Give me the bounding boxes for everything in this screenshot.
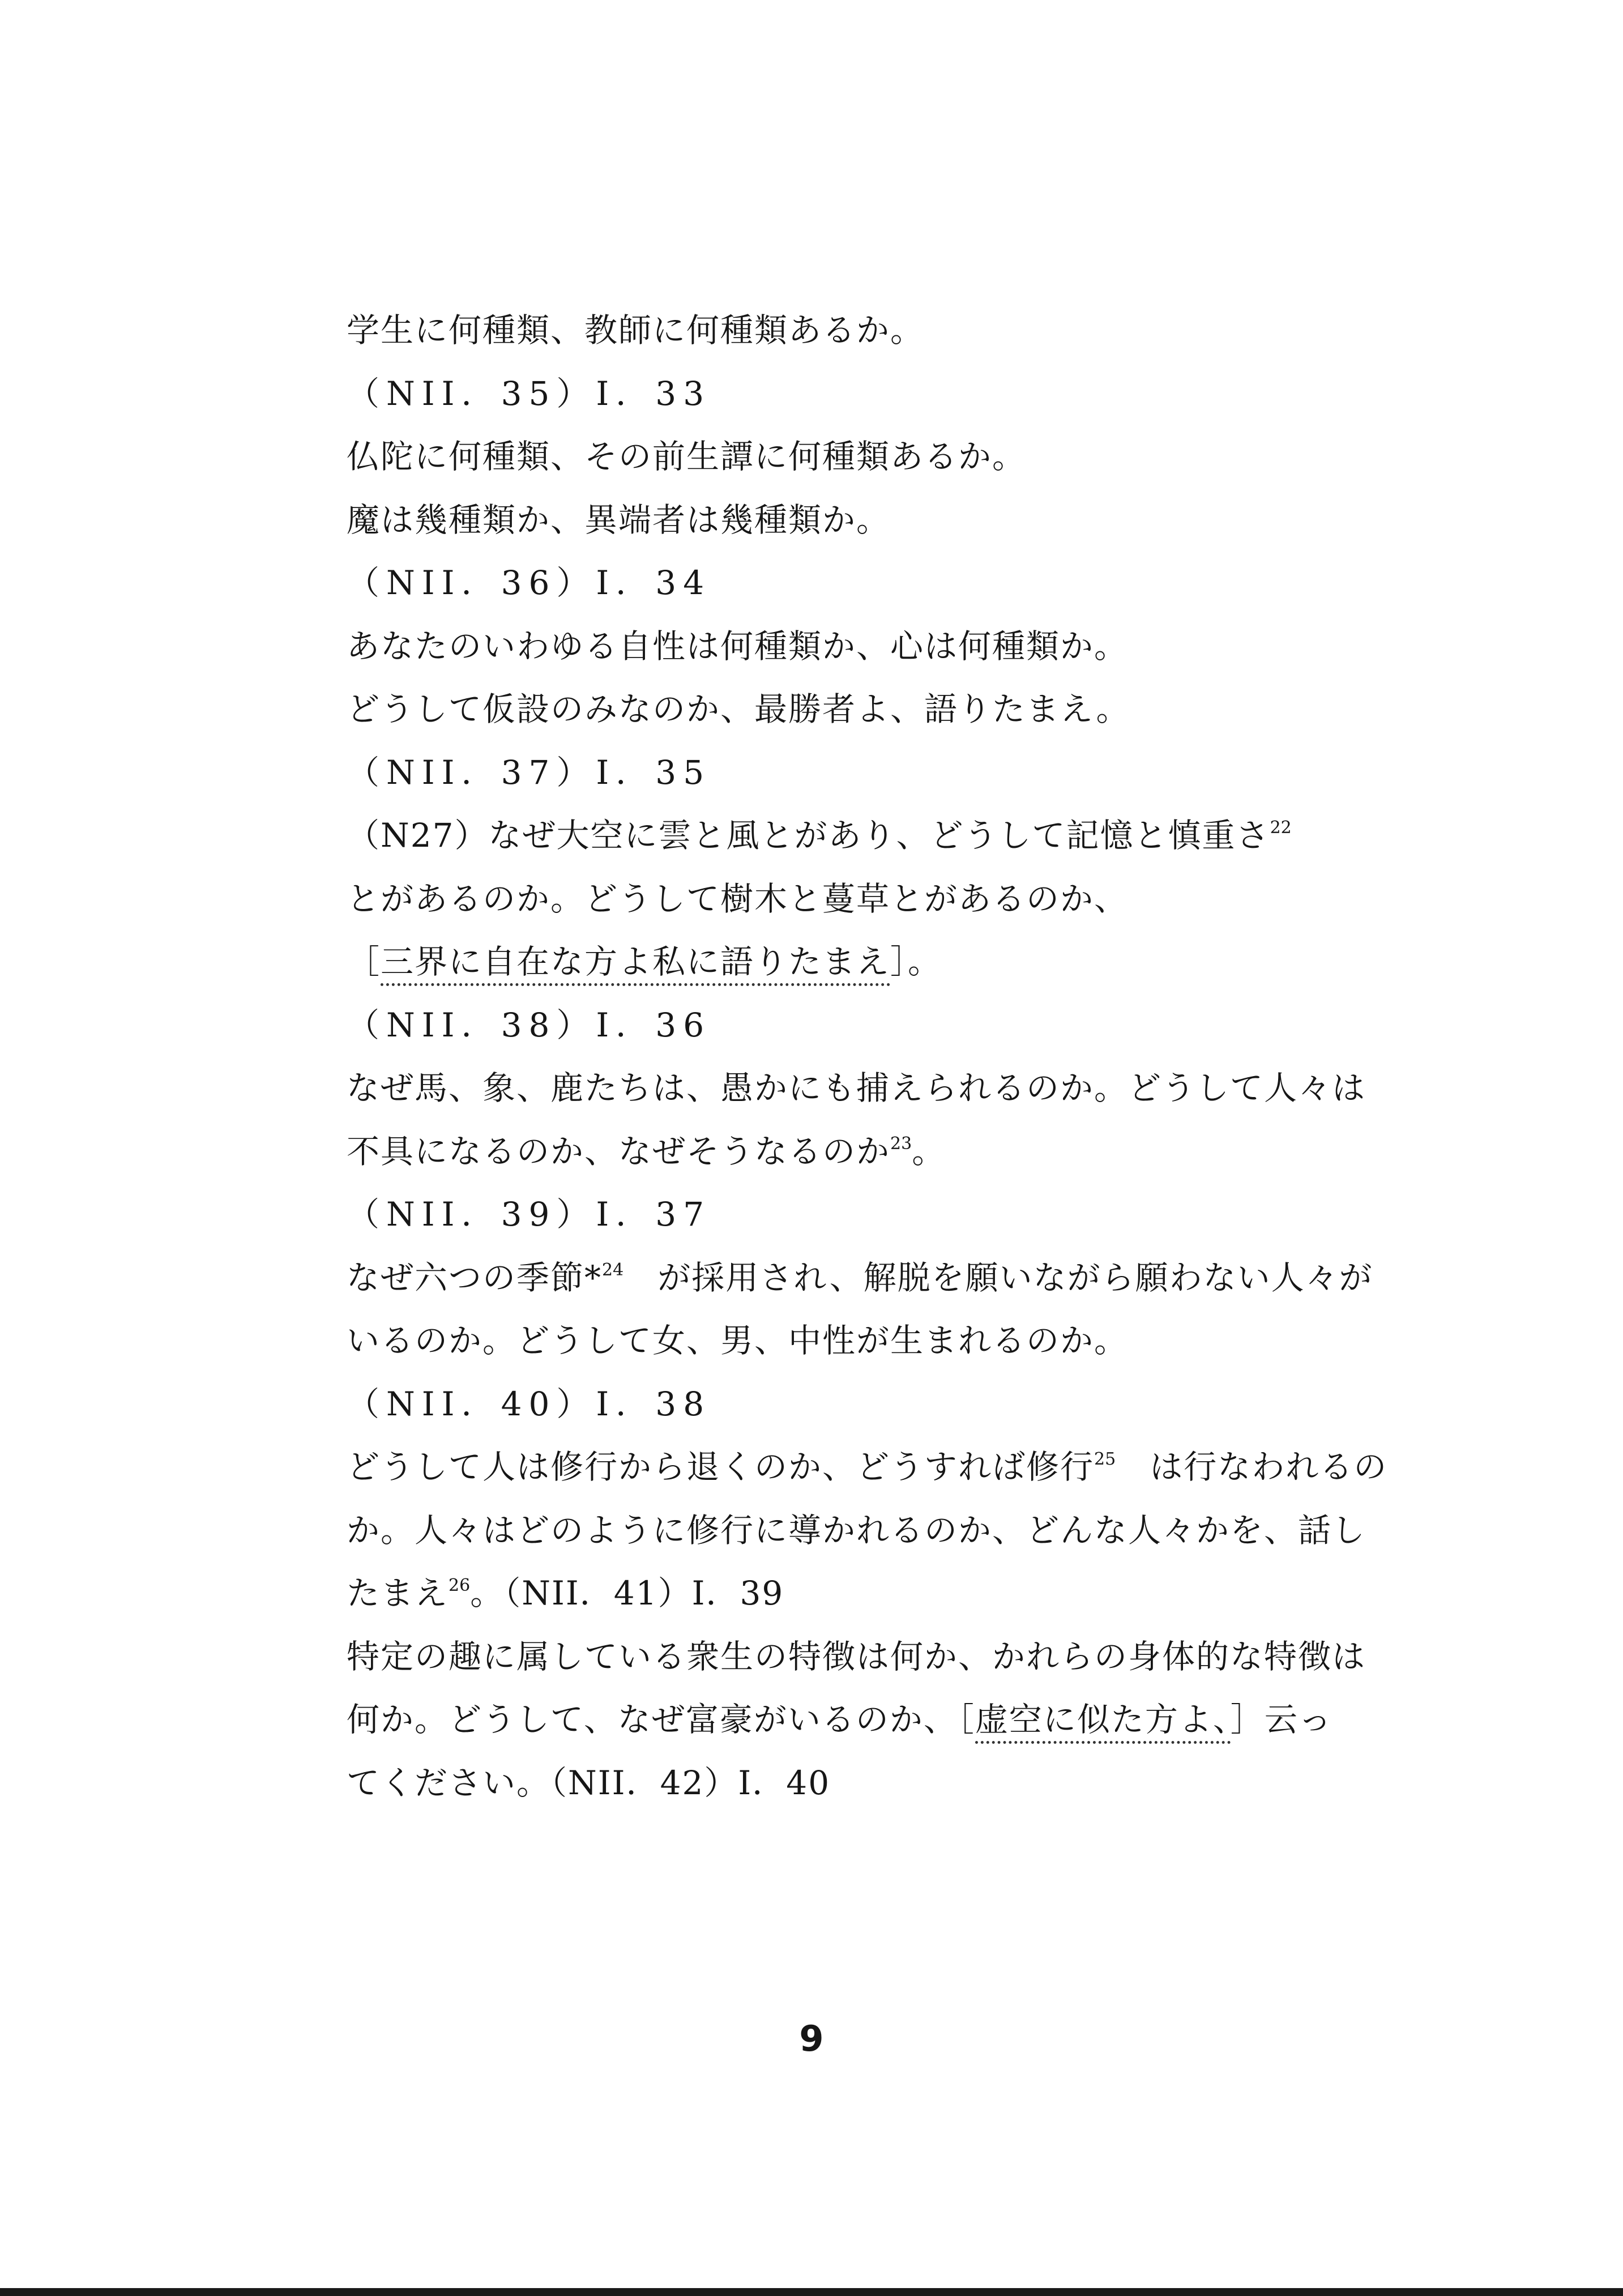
text-line: ［三界に自在な方よ私に語りたまえ］。 [347,931,1343,994]
text-line: いるのか。どうして女、男、中性が生まれるのか。 [347,1321,1129,1360]
text-line: なぜ馬、象、鹿たちは、愚かにも捕えられるのか。どうして人々は [347,1069,1366,1107]
text-line: てください。（NII．42）I．40 [347,1763,831,1802]
body-text [347,299,1388,1815]
text-line: どうして仮設のみなのか、最勝者よ、語りたまえ。 [347,690,1130,728]
footnote-marker: 26 [449,1576,471,1595]
text-line: 何か。どうして、なぜ富豪がいるのか、［虚空に似た方よ、］云っ [347,1688,1343,1752]
footnote-marker: 25 [1094,1449,1116,1469]
text-line: 魔は幾種類か、異端者は幾種類か。 [347,500,891,539]
text-line: あなたのいわゆる自性は何種類か、心は何種類か。 [347,626,1129,665]
text-line: 不具になるのか、なぜそうなるのか$^{23}$。 [347,1132,946,1171]
text-line: （NII．40）I．38 [347,1384,711,1423]
footnote-marker: 23 [890,1133,912,1154]
dotted-underline-text: 虚空に似た方よ、 [975,1700,1231,1744]
text-line: たまえ$^{26}$。（NII．41）I．39 [347,1574,784,1612]
text-line: （NII．36）I．34 [347,564,711,602]
text-line: とがあるのか。どうして樹木と蔓草とがあるのか、 [347,879,1129,918]
text-line: （N27）なぜ大空に雲と風とがあり、どうして記憶と慎重さ$^{22}$ [347,816,1292,855]
text-line: 特定の趣に属している衆生の特徴は何か、かれらの身体的な特徴は [347,1637,1366,1676]
page-number: 9 [799,2018,824,2059]
scan-bottom-edge [0,2288,1623,2296]
dotted-underline-text: 三界に自在な方よ私に語りたまえ [381,942,890,986]
text-line: （NII．38）I．36 [347,1005,711,1044]
text-line: どうして人は修行から退くのか、どうすれば修行$^{25}$ は行なわれるの [347,1448,1388,1486]
text-line: か。人々はどのように修行に導かれるのか、どんな人々かを、話し [347,1510,1366,1550]
text-line: （NII．39）I．37 [347,1195,711,1234]
text-line: （NII．35）I．33 [347,374,711,413]
text-line: 仏陀に何種類、その前生譚に何種類あるか。 [347,437,1027,476]
text-line: なぜ六つの季節*$^{24}$ が採用され、解脱を願いながら願わない人々が [347,1258,1373,1297]
text-line: 学生に何種類、教師に何種類あるか。 [347,311,925,349]
footnote-marker: 24 [602,1260,624,1280]
text-line: （NII．37）I．35 [347,753,711,792]
footnote-marker: 22 [1270,818,1292,838]
